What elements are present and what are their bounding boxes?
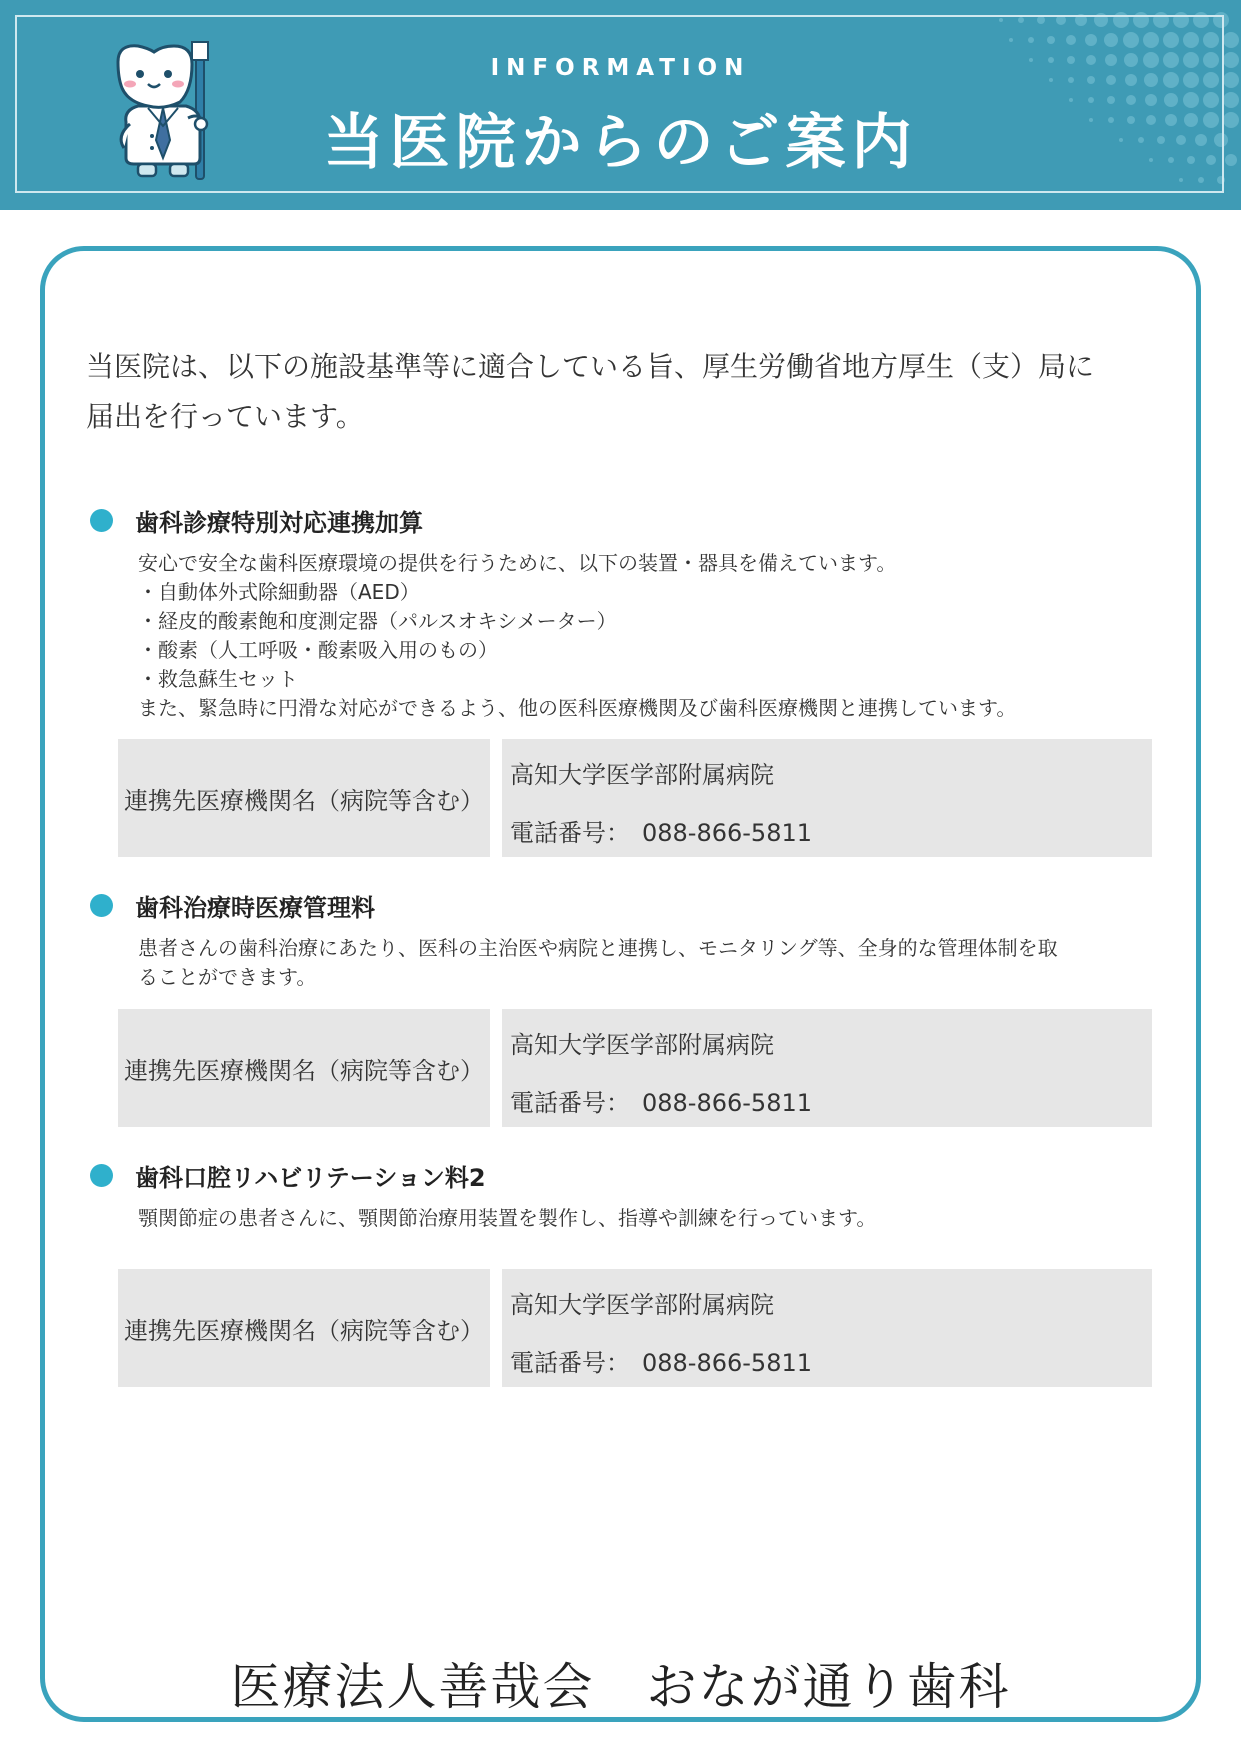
body-line: 患者さんの歯科治療にあたり、医科の主治医や病院と連携し、モニタリング等、全身的な管理体制を取 [138,936,1058,960]
bullet-dot-icon [90,509,113,532]
body-line: ・経皮的酸素飽和度測定器（パルスオキシメーター） [138,609,617,633]
hospital-name: 高知大学医学部附属病院 [510,1031,774,1059]
bullet-dot-icon [90,894,113,917]
bullet-dot-icon [90,1164,113,1187]
section-heading [90,887,375,923]
partner-table-row [118,1269,1152,1387]
partner-table-row [118,1009,1152,1127]
phone-number: 電話番号： 088-866-5811 [510,819,813,847]
partner-label-cell: 連携先医療機関名（病院等含む） [118,1269,490,1387]
section-body [138,934,1118,992]
hospital-name: 高知大学医学部附属病院 [510,761,774,789]
section-body [138,1204,1118,1233]
section-title: 歯科口腔リハビリテーション料2 [135,1163,486,1192]
intro-line: 当医院は、以下の施設基準等に適合している旨、厚生労働省地方厚生（支）局に [86,350,1095,383]
section-body [138,549,1118,723]
partner-table-row [118,739,1152,857]
section-heading [90,502,423,538]
header-banner [0,0,1241,210]
banner-kicker: INFORMATION [490,55,751,81]
phone-number: 電話番号： 088-866-5811 [510,1089,813,1117]
section-title: 歯科診療特別対応連携加算 [135,508,423,537]
partner-label-cell: 連携先医療機関名（病院等含む） [118,1009,490,1127]
section-heading [90,1157,486,1193]
partner-info-cell [502,1009,1152,1127]
partner-info-cell [502,739,1152,857]
body-line: ・自動体外式除細動器（AED） [138,580,420,604]
intro-line: 届出を行っています。 [86,400,364,433]
body-line: 顎関節症の患者さんに、顎関節治療用装置を製作し、指導や訓練を行っています。 [138,1206,877,1230]
hospital-name: 高知大学医学部附属病院 [510,1291,774,1319]
phone-number: 電話番号： 088-866-5811 [510,1349,813,1377]
body-line: ることができます。 [138,965,317,989]
section-title: 歯科治療時医療管理料 [135,893,375,922]
body-line: 安心で安全な歯科医療環境の提供を行うために、以下の装置・器具を備えています。 [138,551,897,575]
partner-info-cell [502,1269,1152,1387]
body-line: また、緊急時に円滑な対応ができるよう、他の医科医療機関及び歯科医療機関と連携しています。 [138,696,1017,720]
partner-label-cell: 連携先医療機関名（病院等含む） [118,739,490,857]
body-line: ・酸素（人工呼吸・酸素吸入用のもの） [138,638,498,662]
body-line: ・救急蘇生セット [138,667,298,691]
clinic-name-footer: 医療法人善哉会 おなが通り歯科 [230,1658,1011,1716]
page-title: 当医院からのご案内 [323,108,918,178]
intro-text [86,342,1166,442]
